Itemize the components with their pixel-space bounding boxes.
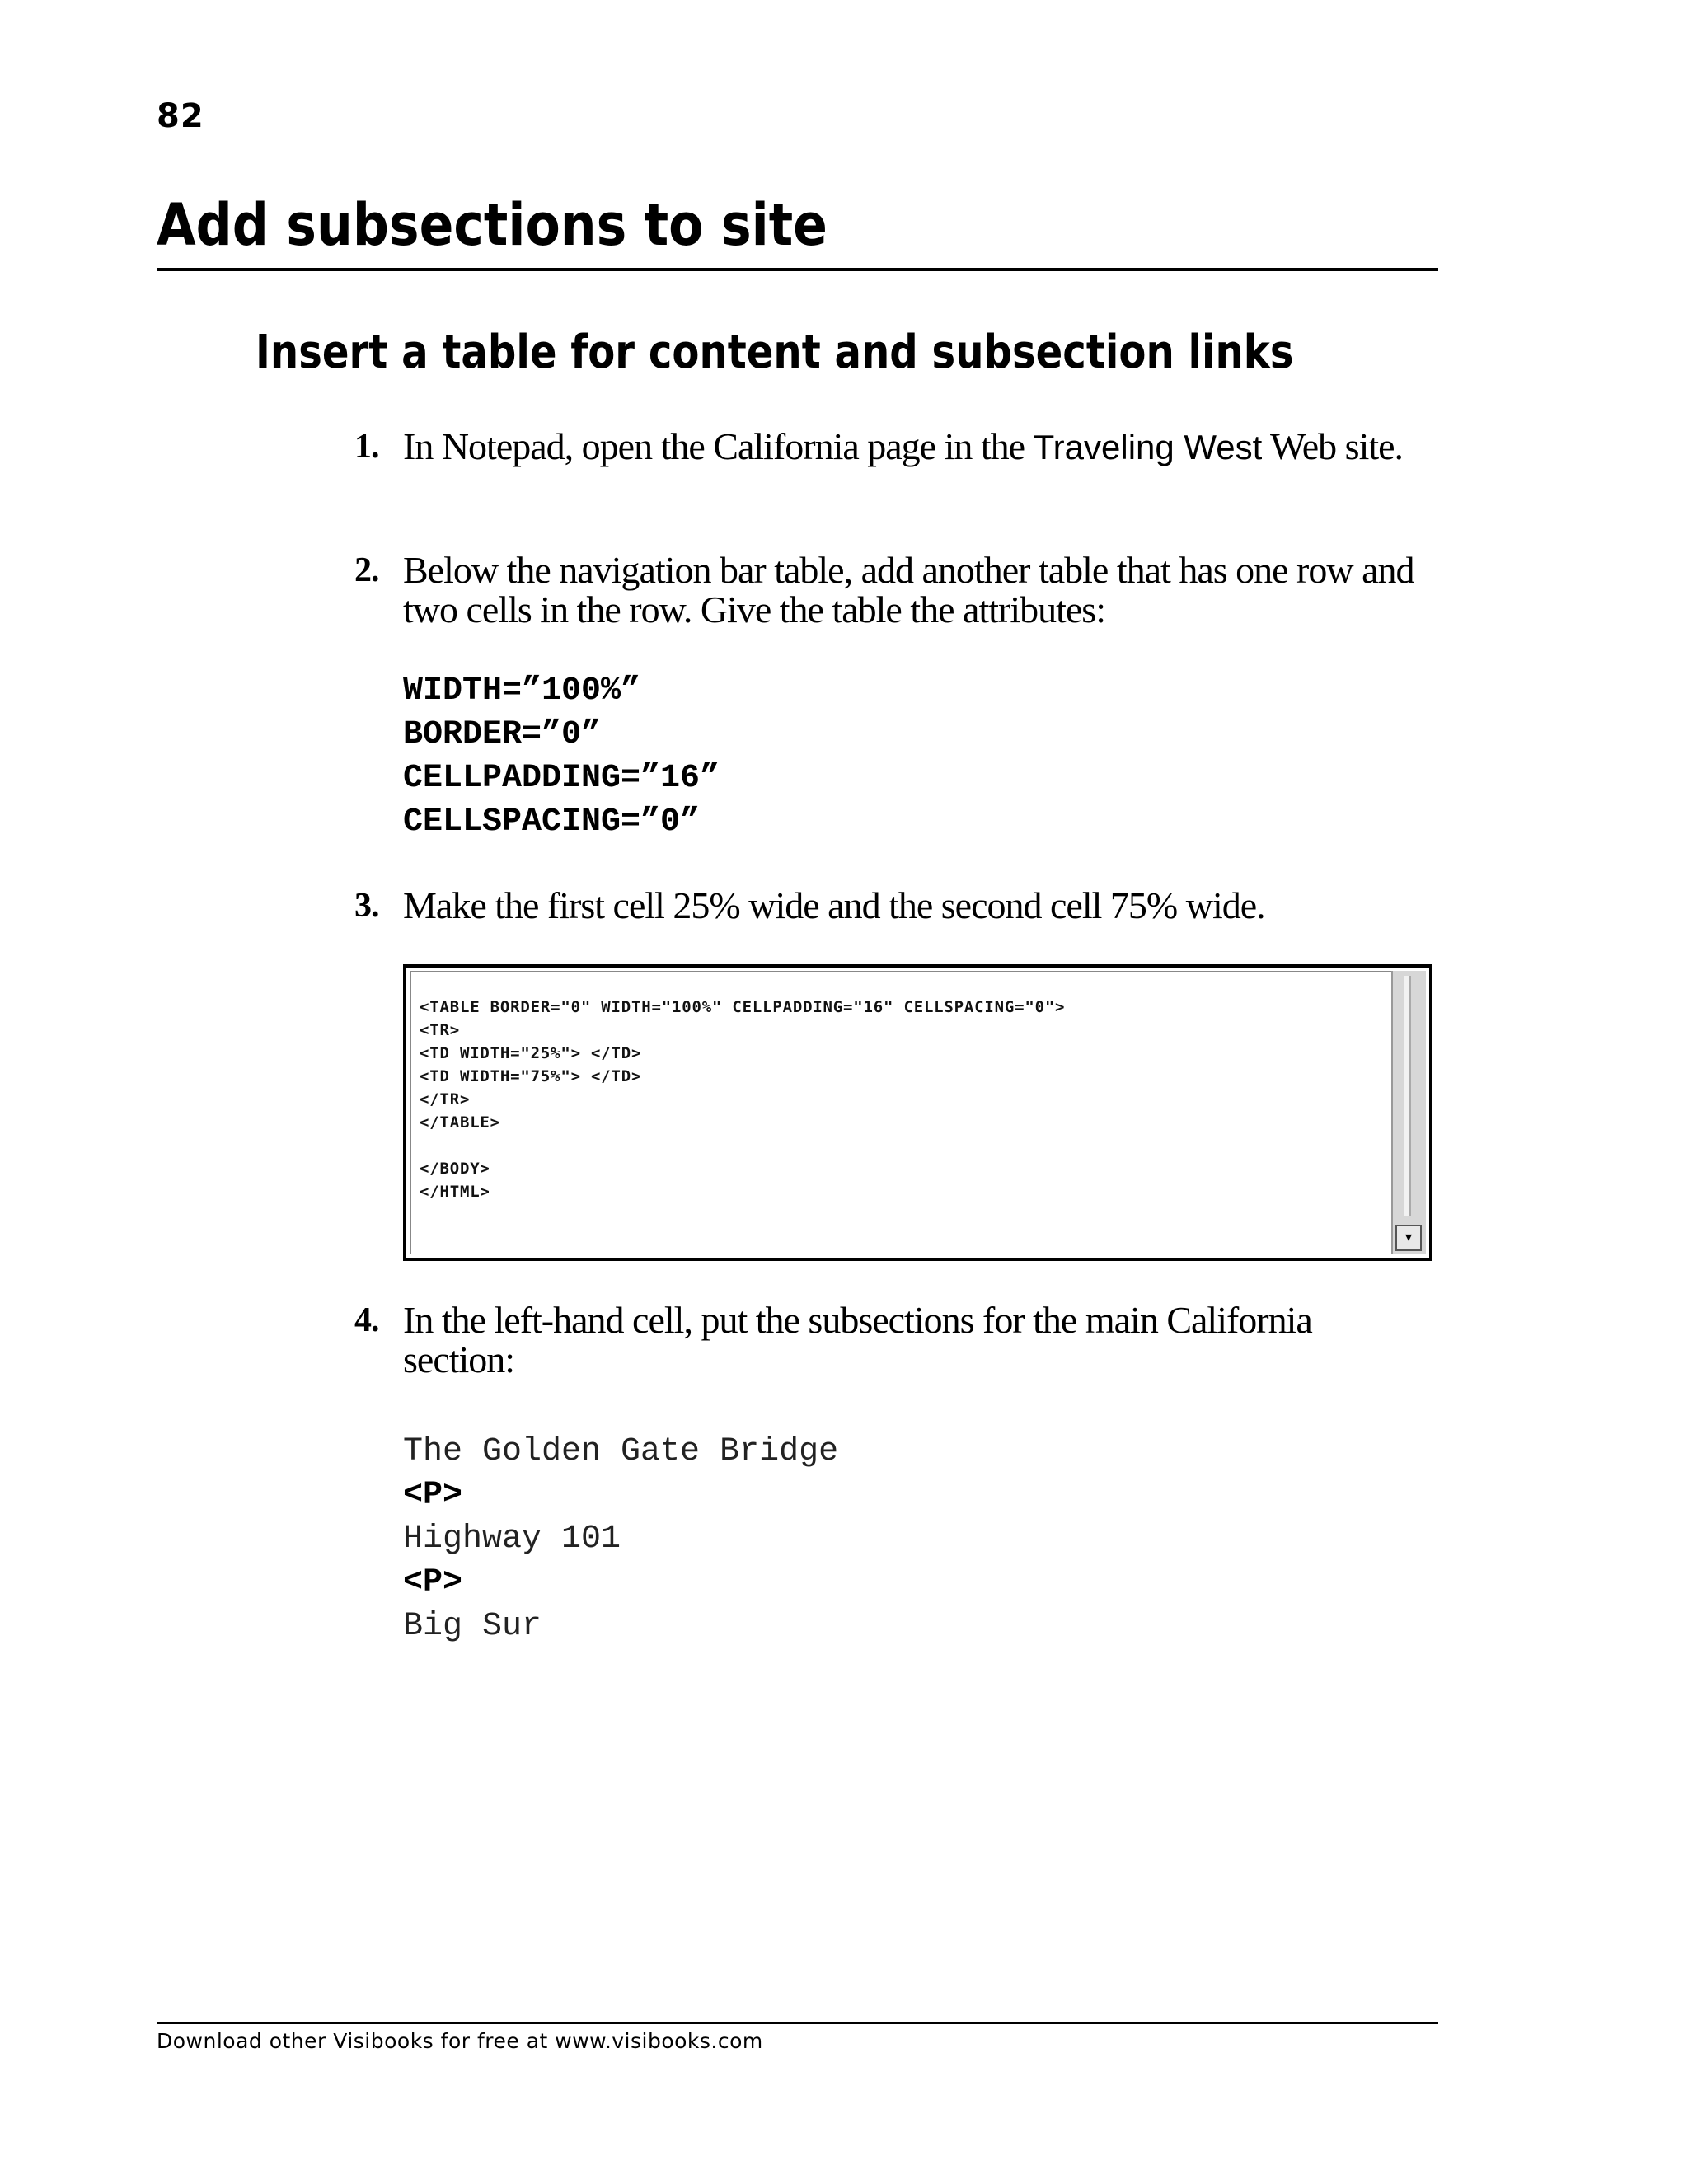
editor-line: </BODY> <box>420 1160 490 1178</box>
editor-code <box>420 996 1065 1203</box>
site-name: Traveling West <box>1033 428 1263 466</box>
code-line: The Golden Gate Bridge <box>403 1433 839 1470</box>
step-text <box>403 427 1425 467</box>
section-title: Insert a table for content and subsection links <box>256 326 1294 379</box>
code-line: CELLSPACING=”0” <box>403 804 701 841</box>
footer-text: Download other Visibooks for free at www.visibooks.com <box>157 2029 763 2053</box>
step-number: 4. <box>354 1301 379 1339</box>
title-divider <box>157 268 1438 271</box>
code-line: <P> <box>403 1477 463 1514</box>
step-text-part: In Notepad, open the California page in the <box>403 425 1034 467</box>
chevron-down-icon: ▾ <box>1404 1229 1413 1244</box>
editor-line: </TR> <box>420 1090 471 1108</box>
chapter-title: Add subsections to site <box>157 191 828 259</box>
code-line: Highway 101 <box>403 1521 621 1558</box>
editor-line: <TD WIDTH="25%"> </TD> <box>420 1044 642 1062</box>
scroll-down-button[interactable] <box>1395 1225 1422 1251</box>
step-text-part: Web site. <box>1262 425 1404 467</box>
attributes-code <box>403 669 720 844</box>
step-text: Make the first cell 25% wide and the second cell 75% wide. <box>403 884 1265 926</box>
notepad-screenshot <box>403 964 1432 1261</box>
editor-text-area[interactable] <box>410 971 1391 1254</box>
step-text: In the left-hand cell, put the subsections for the main California section: <box>403 1299 1312 1380</box>
code-line: <P> <box>403 1564 463 1601</box>
step-text: Below the navigation bar table, add another table that has one row and two cells in the row. Give the table the attributes: <box>403 549 1414 630</box>
code-line: Big Sur <box>403 1608 542 1645</box>
editor-line: </TABLE> <box>420 1113 500 1132</box>
editor-line: <TD WIDTH="75%"> </TD> <box>420 1067 642 1085</box>
step-number: 3. <box>354 887 379 925</box>
step-number: 2. <box>354 551 379 589</box>
page-number: 82 <box>157 97 204 135</box>
editor-line <box>420 1134 1065 1157</box>
footer-divider <box>157 2022 1438 2024</box>
editor-line: <TR> <box>420 1021 460 1039</box>
code-line: CELLPADDING=”16” <box>403 760 720 797</box>
code-line: BORDER=”0” <box>403 716 602 753</box>
vertical-scrollbar[interactable] <box>1391 971 1426 1254</box>
step-number: 1. <box>354 428 379 466</box>
editor-line: <TABLE BORDER="0" WIDTH="100%" CELLPADDING="16" CELLSPACING="0"> <box>420 998 1066 1016</box>
scrollbar-track <box>1404 976 1411 1216</box>
subsections-code <box>403 1430 838 1648</box>
editor-line: </HTML> <box>420 1183 490 1201</box>
code-line: WIDTH=”100%” <box>403 673 641 710</box>
